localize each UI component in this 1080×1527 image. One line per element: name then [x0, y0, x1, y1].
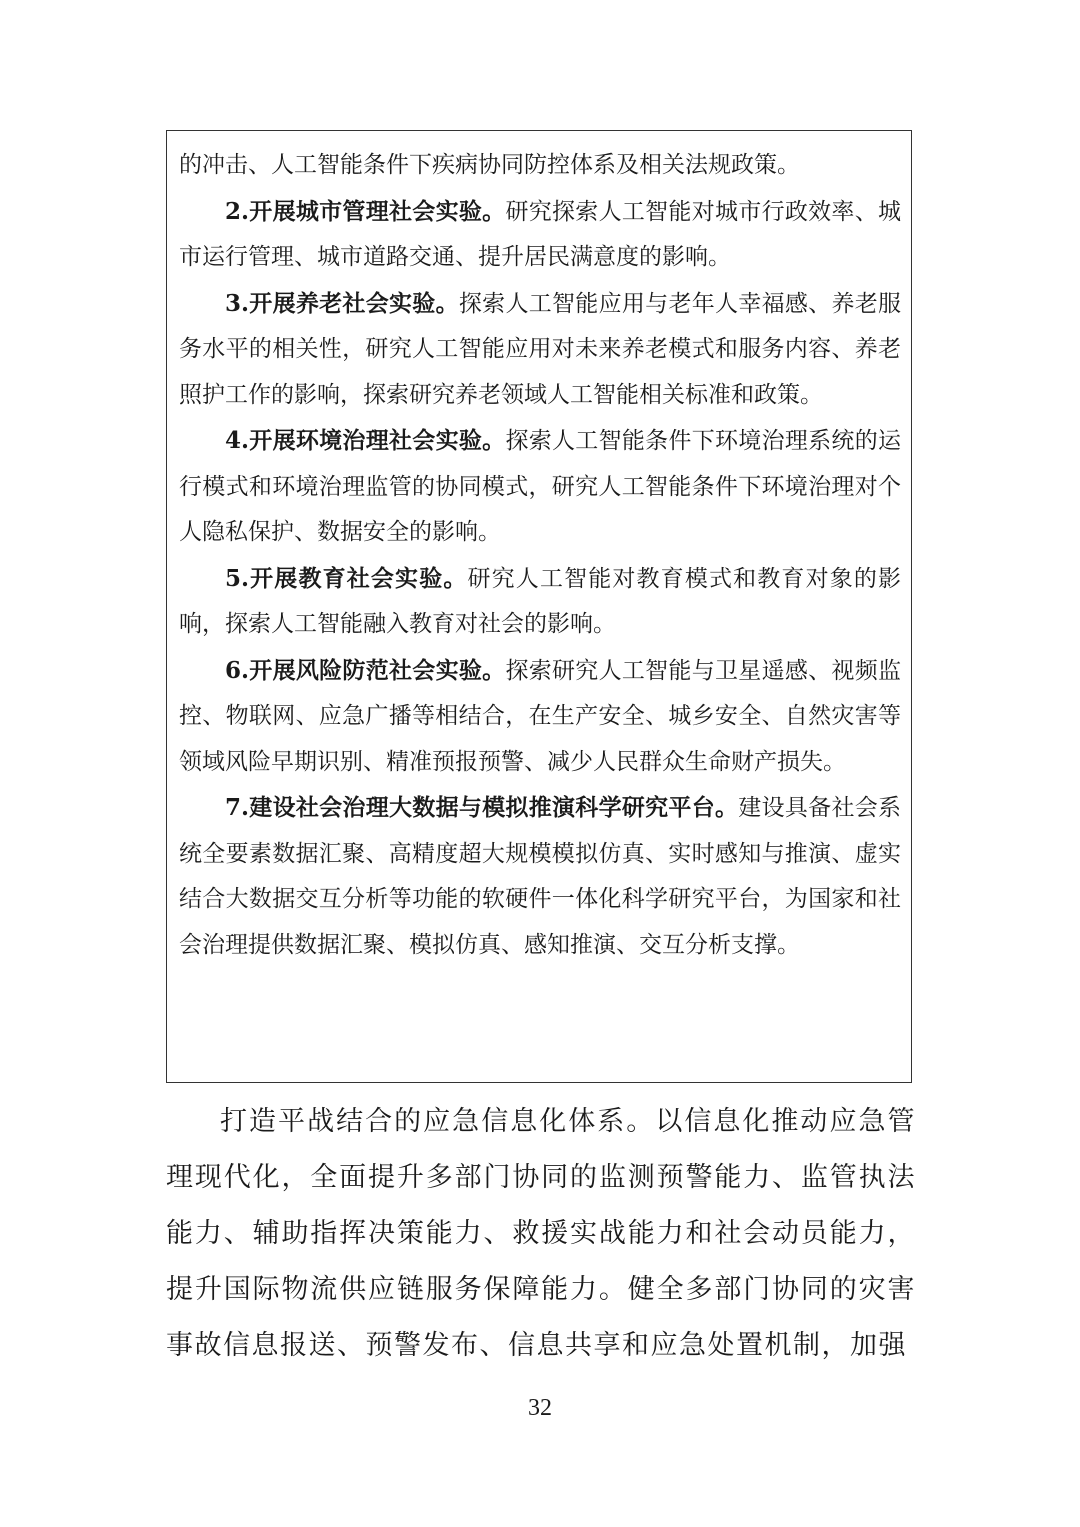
list-item-heading: 4.开展环境治理社会实验。	[225, 427, 506, 454]
list-item	[179, 418, 901, 556]
list-item	[179, 648, 901, 786]
list-item	[179, 785, 901, 968]
list-item-heading: 5.开展教育社会实验。	[225, 564, 468, 592]
list-item-heading: 2.开展城市管理社会实验。	[225, 197, 506, 225]
list-item	[179, 556, 901, 648]
list-item-body: 探索研究人工智能与卫星遥感、视频监控、物联网、应急广播等相结合，在生产安全、城乡安全、自然灾害等领域风险早期识别、精准预报预警、减少人民群众生命财产损失。	[179, 657, 901, 775]
list-item-heading: 7.建设社会治理大数据与模拟推演科学研究平台。	[225, 794, 739, 821]
page-number: 32	[528, 1395, 552, 1421]
list-item-body: 建设具备社会系统全要素数据汇聚、高精度超大规模模拟仿真、实时感知与推演、虚实结合大数据交互分析等功能的软硬件一体化科学研究平台，为国家和社会治理提供数据汇聚、模拟仿真、感知推演、交互分析支撑。	[179, 795, 902, 958]
list-item-body: 探索人工智能应用与老年人幸福感、养老服务水平的相关性，研究人工智能应用对未来养老模式和服务内容、养老照护工作的影响，探索研究养老领域人工智能相关标准和政策。	[179, 290, 902, 408]
main-paragraph: 打造平战结合的应急信息化体系。以信息化推动应急管理现代化，全面提升多部门协同的监测预警能力、监管执法能力、辅助指挥决策能力、救援实战能力和社会动员能力，提升国际物流供应链服务保障能力。健全多部门协同的灾害事故信息报送、预警发布、信息共享和应急处置机制，加强	[166, 1106, 916, 1361]
list-item-body: 探索人工智能条件下环境治理系统的运行模式和环境治理监管的协同模式，研究人工智能条件下环境治理对个人隐私保护、数据安全的影响。	[179, 428, 901, 545]
list-item-heading: 6.开展风险防范社会实验。	[225, 656, 506, 684]
list-item	[179, 189, 901, 281]
content-box	[166, 130, 912, 1083]
box-continuation-text: 的冲击、人工智能条件下疾病协同防控体系及相关法规政策。	[179, 152, 800, 178]
list-item-body: 研究探索人工智能对城市行政效率、城市运行管理、城市道路交通、提升居民满意度的影响。	[179, 198, 901, 270]
list-item-heading: 3.开展养老社会实验。	[225, 289, 459, 317]
list-item	[179, 281, 901, 419]
list-item-body: 研究人工智能对教育模式和教育对象的影响，探索人工智能融入教育对社会的影响。	[179, 565, 902, 637]
